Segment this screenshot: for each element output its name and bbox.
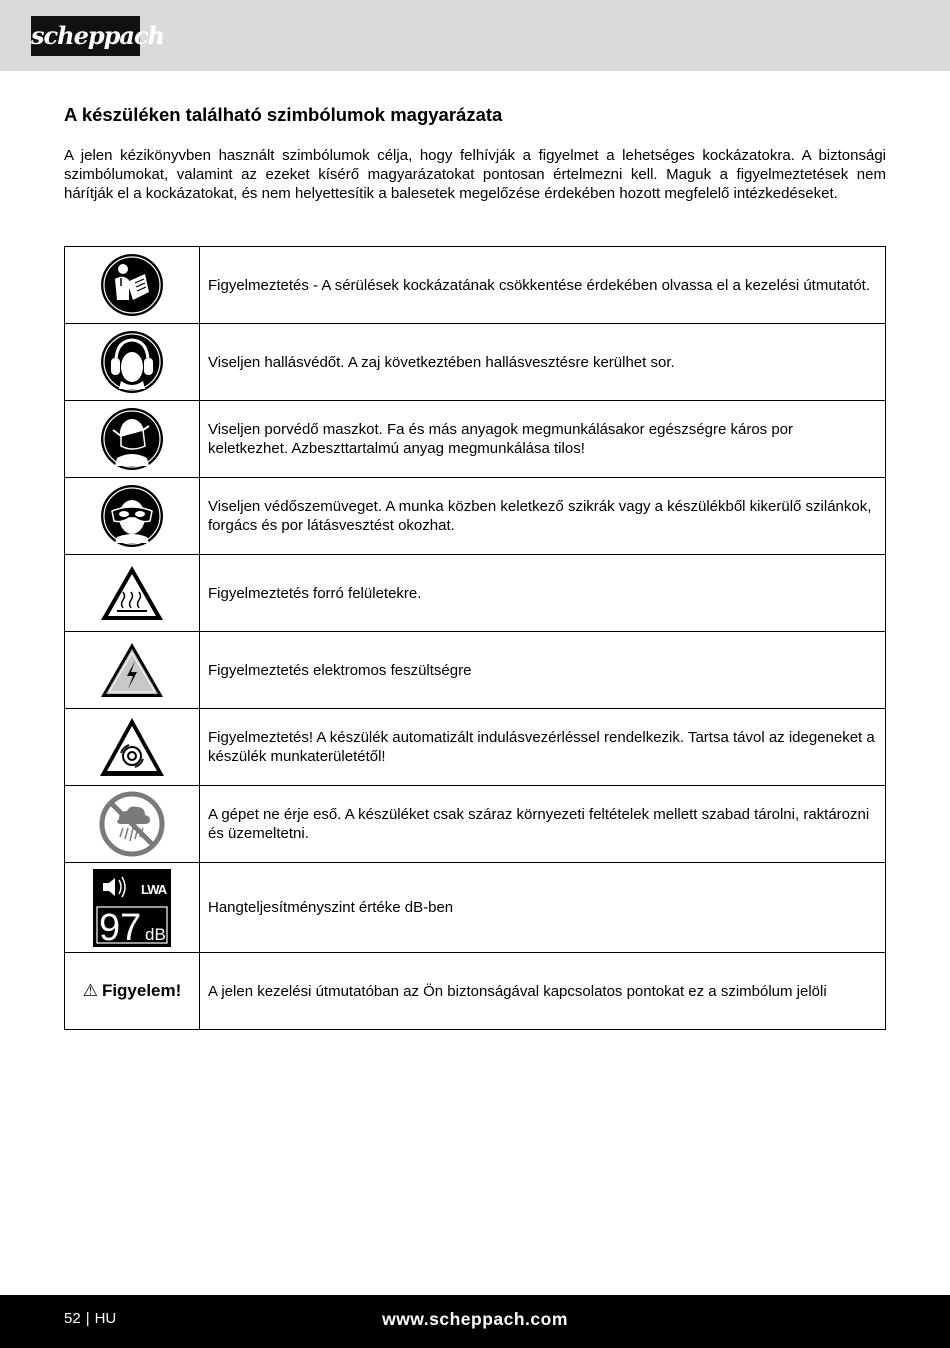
symbol-description: Viseljen hallásvédőt. A zaj következtében hallásvesztésre kerülhet sor. [200,324,886,401]
symbol-description: Figyelmeztetés - A sérülések kockázatának csökkentése érdekében olvassa el a kezelési útmutatót. [200,247,886,324]
symbol-description: Viseljen porvédő maszkot. Fa és más anyagok megmunkálásakor egészségre káros por keletkezhet. Azbeszttartalmú anyag megmunkálása tilos! [200,401,886,478]
header-band [0,0,950,71]
logo-text: scheppach [31,21,165,50]
dust-mask-icon [99,406,165,472]
automatic-start-icon [99,717,165,777]
table-row [65,478,886,555]
symbol-description: Hangteljesítményszint értéke dB-ben [200,863,886,953]
symbol-cell [65,709,200,786]
read-manual-icon [99,252,165,318]
symbol-description: Figyelmeztetés forró felületekre. [200,555,886,632]
symbol-cell [65,863,200,953]
section-title: A készüléken található szimbólumok magyarázata [64,104,503,125]
symbol-cell [65,632,200,709]
table-row [65,324,886,401]
table-row [65,247,886,324]
symbol-cell [65,786,200,863]
symbol-description: Viseljen védőszemüveget. A munka közben keletkező szikrák vagy a készülékből kikerülő szilánkok, forgács és por látásvesztést okozhat. [200,478,886,555]
no-rain-icon [99,791,165,857]
symbol-cell [65,953,200,1030]
page-number-value: 52 [64,1310,81,1327]
symbol-cell [65,401,200,478]
brand-logo [31,16,165,56]
electric-voltage-icon [99,641,165,699]
footer-bar [0,1295,950,1348]
sound-level-value: 97 [99,906,142,947]
table-row [65,863,886,953]
hearing-protection-icon [99,329,165,395]
symbol-description: A gépet ne érje eső. A készüléket csak száraz környezeti feltételek mellett szabad tárolni, raktározni és üzemeltetni. [200,786,886,863]
warning-triangle-icon: ⚠ [82,981,98,1000]
symbols-table [64,246,886,1030]
lwa-label: LWA [141,881,167,897]
sound-level-unit: dB [145,924,166,944]
symbol-cell [65,247,200,324]
table-row [65,786,886,863]
symbol-description: Figyelmeztetés! A készülék automatizált indulásvezérléssel rendelkezik. Tartsa távol az idegeneket a készülék munkaterületétől! [200,709,886,786]
symbol-cell [65,555,200,632]
symbol-cell [65,324,200,401]
separator: | [85,1310,90,1327]
table-row [65,709,886,786]
table-row [65,953,886,1030]
table-row [65,555,886,632]
attention-label [83,981,182,1000]
hot-surface-icon [99,564,165,622]
sound-power-level-icon [93,869,171,947]
intro-paragraph: A jelen kézikönyvben használt szimbólumok célja, hogy felhívják a figyelmet a lehetséges kockázatokra. A biztonsági szimbólumokat, valamint az ezeket kísérő magyarázatokat pontosan értelmezni kell. Maguk a figyelmeztetések nem hárítják el a kockázatokat, és nem helyettesítik a balesetek megelőzése érdekében hozott megfelelő intézkedéseket. [64,147,886,202]
table-row [65,632,886,709]
safety-goggles-icon [99,483,165,549]
attention-text: Figyelem! [101,981,182,1000]
website-url[interactable]: www.scheppach.com [382,1309,568,1329]
table-row [65,401,886,478]
language-code: HU [94,1310,117,1327]
symbol-cell [65,478,200,555]
symbol-description: Figyelmeztetés elektromos feszültségre [200,632,886,709]
symbol-description: A jelen kezelési útmutatóban az Ön biztonságával kapcsolatos pontokat ez a szimbólum jelöli [200,953,886,1030]
